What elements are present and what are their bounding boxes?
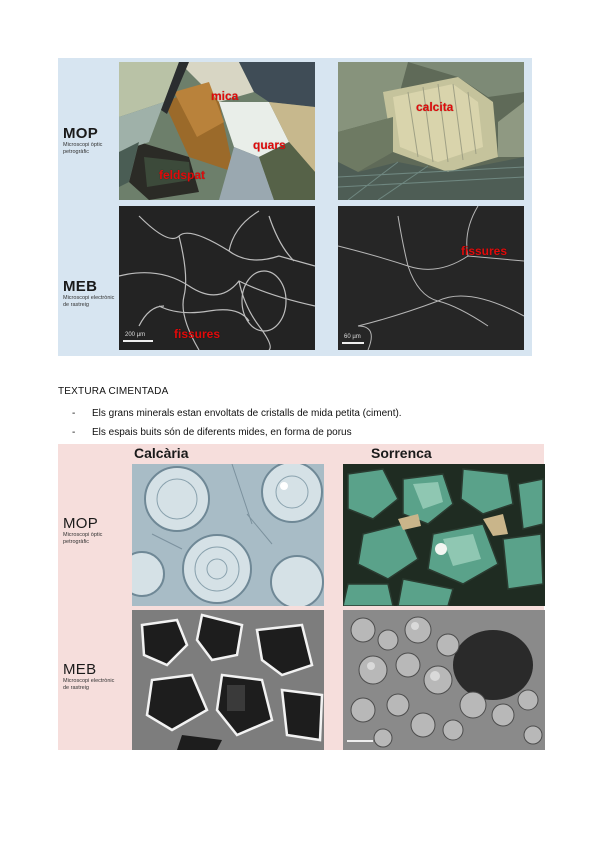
figure-rock-texture-1 (58, 58, 532, 356)
micrograph-mop-sandstone (343, 464, 545, 606)
column-title-sorrenca: Sorrenca (371, 445, 432, 461)
micrograph-mop-marble (338, 62, 524, 200)
row-caption: Microscopi electrònic de rastreig (63, 295, 115, 308)
bullet-item (72, 427, 352, 438)
row-caption: Microscopi òptic petrogràfic (63, 142, 103, 155)
row-label-meb (63, 279, 115, 309)
row-caption: Microscopi òptic petrogràfic (63, 532, 103, 545)
row-label-mop (63, 126, 115, 156)
row-label-mop (63, 516, 115, 546)
bullet-marker: - (72, 427, 76, 438)
bullet-text: Els espais buits són de diferents mides, en forma de porus (92, 427, 352, 438)
micrograph-mop-granite (119, 62, 315, 200)
label-quars: quars (253, 138, 286, 152)
micrograph-meb-limestone (132, 610, 324, 750)
bullet-marker: - (72, 408, 76, 419)
bullet-text: Els grans minerals estan envoltats de cristalls de mida petita (ciment). (92, 408, 402, 419)
bullet-item (72, 408, 402, 419)
label-calcita: calcita (416, 100, 454, 114)
row-code: MOP (63, 515, 99, 532)
label-fissures: fissures (174, 327, 221, 341)
label-mica: mica (211, 89, 239, 103)
label-feldspat: feldspat (159, 168, 206, 182)
section-heading: TEXTURA CIMENTADA (58, 386, 169, 397)
micrograph-meb-marble (338, 206, 524, 350)
row-code: MEB (63, 278, 98, 295)
row-code: MOP (63, 125, 99, 142)
row-label-meb (63, 662, 115, 692)
label-fissures: fissures (461, 244, 508, 258)
column-title-calcaria: Calcària (134, 445, 189, 461)
row-code: MEB (63, 661, 97, 678)
scale-bar-label: 200 µm (125, 332, 146, 338)
micrograph-mop-limestone (132, 464, 324, 606)
micrograph-meb-granite (119, 206, 315, 350)
micrograph-meb-sandstone (343, 610, 545, 750)
row-caption: Microscopi electrònic de rastreig (63, 678, 115, 691)
scale-bar-label: 60 µm (344, 334, 361, 340)
figure-rock-texture-2 (58, 444, 544, 750)
